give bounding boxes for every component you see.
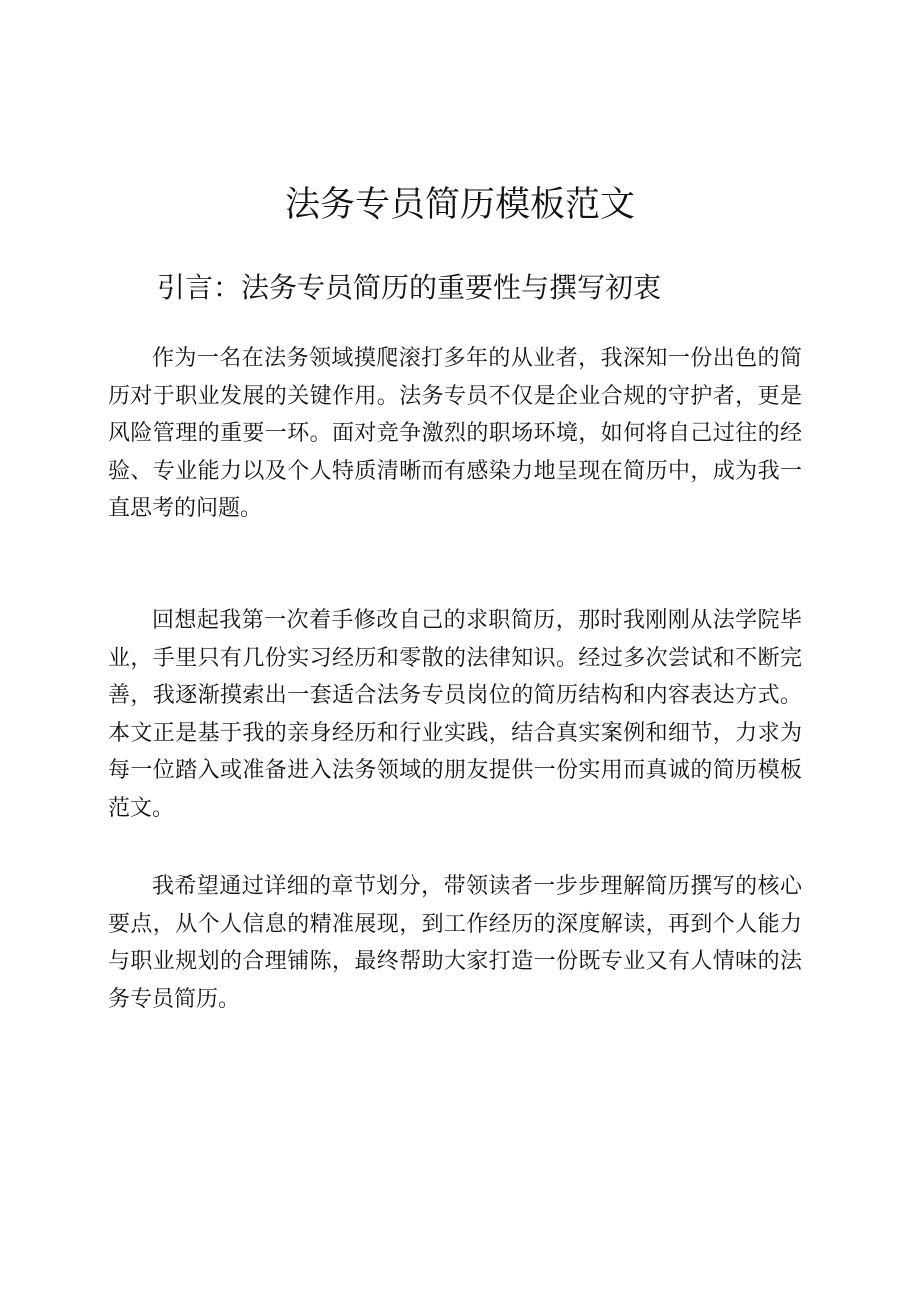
paragraph-1: 作为一名在法务领域摸爬滚打多年的从业者，我深知一份出色的简历对于职业发展的关键作用。法务专员不仅是企业合规的守护者，更是风险管理的重要一环。面对竞争激烈的职场环境，如何将自己过往的经验、专业能力以及个人特质清晰而有感染力地呈现在简历中，成为我一直思考的问题。 [108, 346, 802, 521]
paragraph-2: 回想起我第一次着手修改自己的求职简历，那时我刚刚从法学院毕业，手里只有几份实习经历和零散的法律知识。经过多次尝试和不断完善，我逐渐摸索出一套适合法务专员岗位的简历结构和内容表达方式。本文正是基于我的亲身经历和行业实践，结合真实案例和细节，力求为每一位踏入或准备进入法务领域的朋友提供一份实用而真诚的简历模板范文。 [108, 608, 802, 821]
section-heading-introduction: 引言：法务专员简历的重要性与撰写初衷 [157, 271, 662, 304]
document-title: 法务专员简历模板范文 [284, 185, 635, 225]
paragraph-3: 我希望通过详细的章节划分，带领读者一步步理解简历撰写的核心要点，从个人信息的精准展现，到工作经历的深度解读，再到个人能力与职业规划的合理铺陈，最终帮助大家打造一份既专业又有人情味的法务专员简历。 [108, 874, 802, 1012]
